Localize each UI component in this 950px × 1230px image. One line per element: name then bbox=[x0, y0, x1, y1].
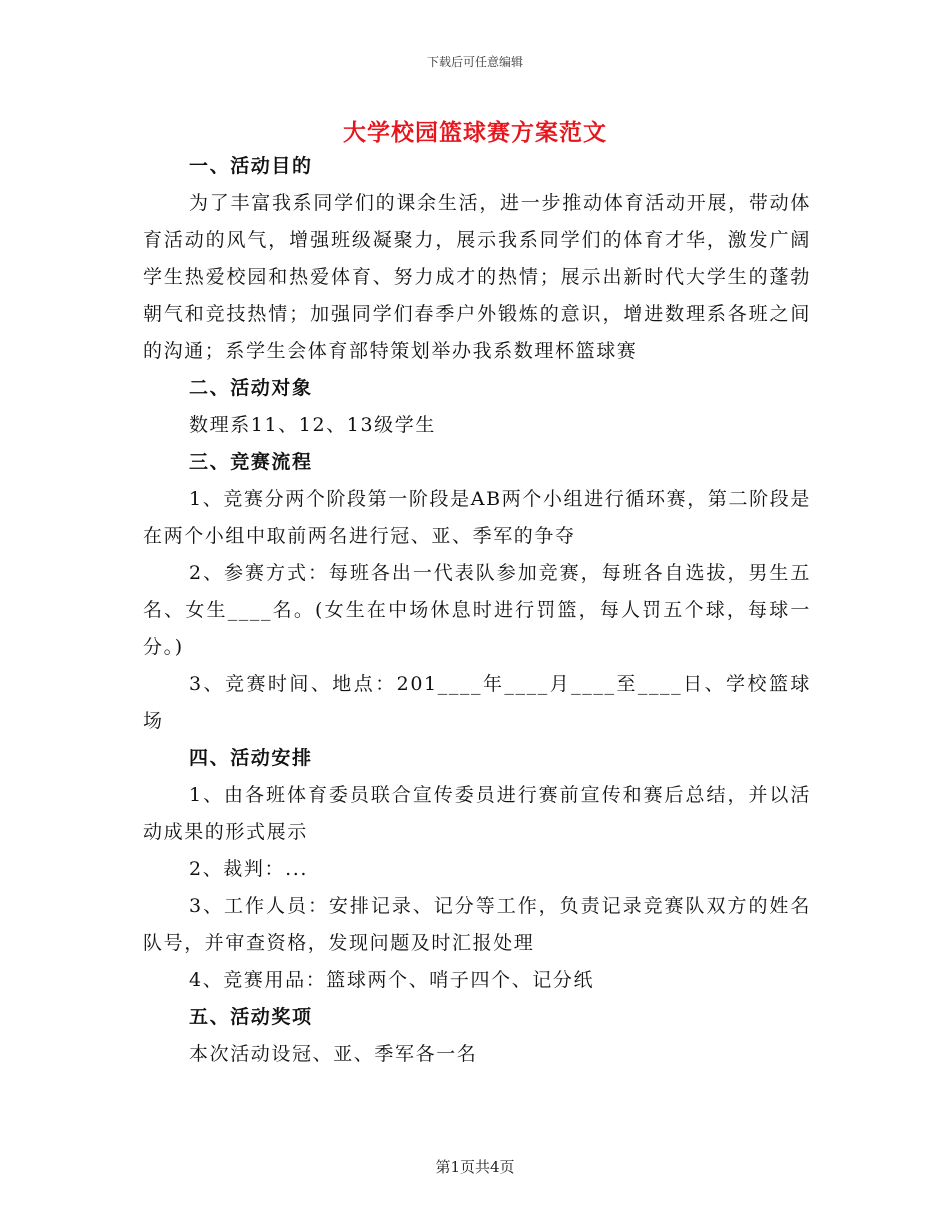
paragraph: 1、由各班体育委员联合宣传委员进行赛前宣传和赛后总结，并以活动成果的形式展示 bbox=[143, 784, 811, 843]
document-title: 大学校园篮球赛方案范文 bbox=[343, 119, 607, 146]
paragraph: 数理系11、12、13级学生 bbox=[189, 414, 436, 436]
section-heading: 二、活动对象 bbox=[189, 377, 313, 399]
section-awards bbox=[143, 999, 811, 1073]
paragraph: 3、竞赛时间、地点：201____年____月____至____日、学校篮球场 bbox=[143, 673, 811, 732]
section-heading: 四、活动安排 bbox=[189, 747, 313, 769]
paragraph: 3、工作人员：安排记录、记分等工作，负责记录竞赛队双方的姓名队号，并审查资格，发现问题及时汇报处理 bbox=[143, 895, 811, 954]
section-process bbox=[143, 444, 811, 740]
paragraph: 2、参赛方式：每班各出一代表队参加竞赛，每班各自选拔，男生五名、女生____名。(女生在中场休息时进行罚篮，每人罚五个球，每球一分。) bbox=[143, 562, 811, 658]
paragraph: 本次活动设冠、亚、季军各一名 bbox=[189, 1043, 478, 1065]
paragraph: 4、竞赛用品：篮球两个、哨子四个、记分纸 bbox=[189, 969, 595, 991]
paragraph: 1、竞赛分两个阶段第一阶段是AB两个小组进行循环赛，第二阶段是在两个小组中取前两名进行冠、亚、季军的争夺 bbox=[143, 488, 811, 547]
paragraph: 2、裁判：... bbox=[189, 858, 309, 880]
section-purpose bbox=[143, 148, 811, 370]
document-body bbox=[143, 148, 811, 1073]
section-heading: 五、活动奖项 bbox=[189, 1006, 313, 1028]
section-heading: 三、竞赛流程 bbox=[189, 451, 313, 473]
page-footer: 第1页共4页 bbox=[435, 1158, 515, 1176]
paragraph: 为了丰富我系同学们的课余生活，进一步推动体育活动开展，带动体育活动的风气，增强班级凝聚力，展示我系同学们的体育才华，激发广阔学生热爱校园和热爱体育、努力成才的热情；展示出新时代大学生的蓬勃朝气和竞技热情；加强同学们春季户外锻炼的意识，增进数理系各班之间的沟通；系学生会体育部特策划举办我系数理杯篮球赛 bbox=[143, 192, 811, 362]
section-participants bbox=[143, 370, 811, 444]
section-arrangement bbox=[143, 740, 811, 999]
section-heading: 一、活动目的 bbox=[189, 155, 313, 177]
page-header: 下载后可任意编辑 bbox=[426, 55, 523, 69]
